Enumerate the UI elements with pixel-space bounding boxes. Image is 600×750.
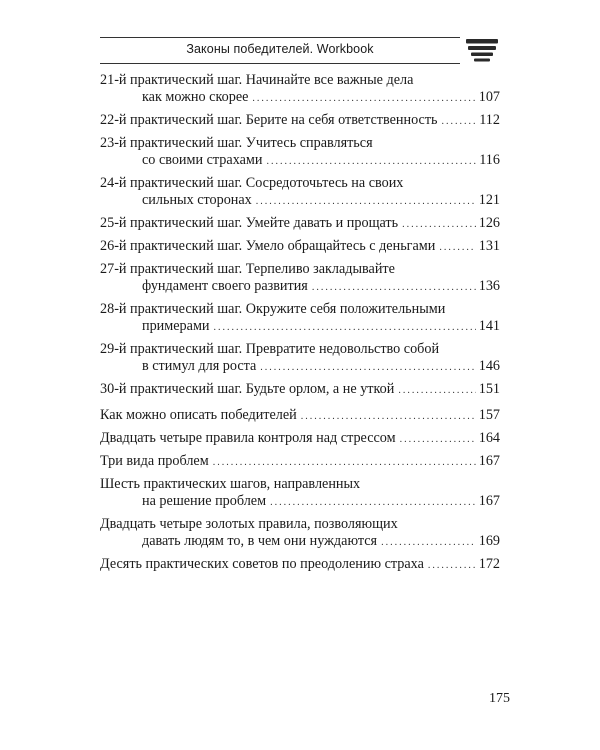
toc-entry-title: 25-й практический шаг. Умейте давать и прощать [100,215,399,231]
toc-entry-title-cont: фундамент своего развития [142,278,308,294]
leader-dots [402,216,476,233]
running-header [100,35,510,67]
toc-entry[interactable] [100,381,500,399]
leader-dots [214,319,476,336]
leader-dots [252,90,475,107]
toc-entry-page: 167 [478,493,500,509]
toc-entry-page: 131 [478,238,500,254]
toc-entry-title-cont: в стимул для роста [142,358,257,374]
toc-entry-page: 151 [478,381,500,397]
leader-dots [312,279,476,296]
leader-dots [266,153,476,170]
toc-entry-page: 146 [478,358,500,374]
leader-dots [256,193,476,210]
toc-entry-title-cont: со своими страхами [142,152,263,168]
toc-entry-title-cont: как можно скорее [142,89,249,105]
toc-entry[interactable] [100,301,500,336]
toc-entry[interactable] [100,453,500,471]
leader-dots [442,113,477,130]
toc-entry-title: 22-й практический шаг. Берите на себя ответственность [100,112,438,128]
toc-entry-title: Десять практических советов по преодолению страха [100,556,424,572]
toc-entry-title-cont: давать людям то, в чем они нуждаются [142,533,378,549]
toc-entry-page: 169 [478,533,500,549]
toc-entry-title-cont: сильных сторонах [142,192,252,208]
toc-entry[interactable] [100,72,500,107]
toc-entry[interactable] [100,430,500,448]
table-of-contents [100,72,500,579]
toc-entry[interactable] [100,238,500,256]
leader-dots [398,382,475,399]
toc-entry-page: 126 [478,215,500,231]
toc-entry-page: 172 [478,556,500,572]
toc-entry-title: 23-й практический шаг. Учитесь справляться [100,135,373,151]
toc-entry-title: 21-й практический шаг. Начинайте все важные дела [100,72,414,88]
page-number: 175 [489,691,510,706]
toc-entry-title: Три вида проблем [100,453,209,469]
toc-entry-title: 28-й практический шаг. Окружите себя положительными [100,301,446,317]
toc-entry[interactable] [100,341,500,376]
leader-dots [270,494,476,511]
leader-dots [439,239,475,256]
book-title: Законы победителей. Workbook [186,42,374,56]
toc-entry-page: 136 [478,278,500,294]
toc-entry[interactable] [100,261,500,296]
leader-dots [213,454,476,471]
toc-entry-title: Двадцать четыре правила контроля над стрессом [100,430,396,446]
toc-entry-page: 141 [478,318,500,334]
publisher-logo-icon [464,35,504,67]
leader-dots [260,359,475,376]
toc-entry-page: 112 [479,112,500,128]
toc-entry-title-cont: примерами [142,318,210,334]
toc-entry[interactable] [100,556,500,574]
toc-entry-title: Двадцать четыре золотых правила, позволяющих [100,516,398,532]
toc-entry-page: 116 [479,152,500,168]
toc-entry[interactable] [100,516,500,551]
toc-entry[interactable] [100,135,500,170]
toc-entry-title: 30-й практический шаг. Будьте орлом, а не уткой [100,381,395,397]
header-rule-top [100,37,460,38]
leader-dots [400,431,476,448]
toc-entry-page: 164 [478,430,500,446]
toc-entry[interactable] [100,407,500,425]
leader-dots [381,534,476,551]
toc-entry-page: 121 [478,192,500,208]
toc-entry-title-cont: на решение проблем [142,493,267,509]
toc-entry[interactable] [100,112,500,130]
toc-entry-title: 27-й практический шаг. Терпеливо закладывайте [100,261,395,277]
toc-entry[interactable] [100,175,500,210]
header-rule-bottom [100,63,460,64]
toc-entry-title: Шесть практических шагов, направленных [100,476,361,492]
leader-dots [301,408,476,425]
toc-entry[interactable] [100,215,500,233]
leader-dots [428,557,476,574]
toc-entry-title: 29-й практический шаг. Превратите недовольство собой [100,341,440,357]
toc-entry-page: 157 [478,407,500,423]
toc-entry-page: 107 [478,89,500,105]
toc-entry[interactable] [100,476,500,511]
toc-entry-title: 24-й практический шаг. Сосредоточьтесь на своих [100,175,404,191]
toc-entry-page: 167 [478,453,500,469]
toc-entry-title: Как можно описать победителей [100,407,297,423]
toc-entry-title: 26-й практический шаг. Умело обращайтесь с деньгами [100,238,436,254]
